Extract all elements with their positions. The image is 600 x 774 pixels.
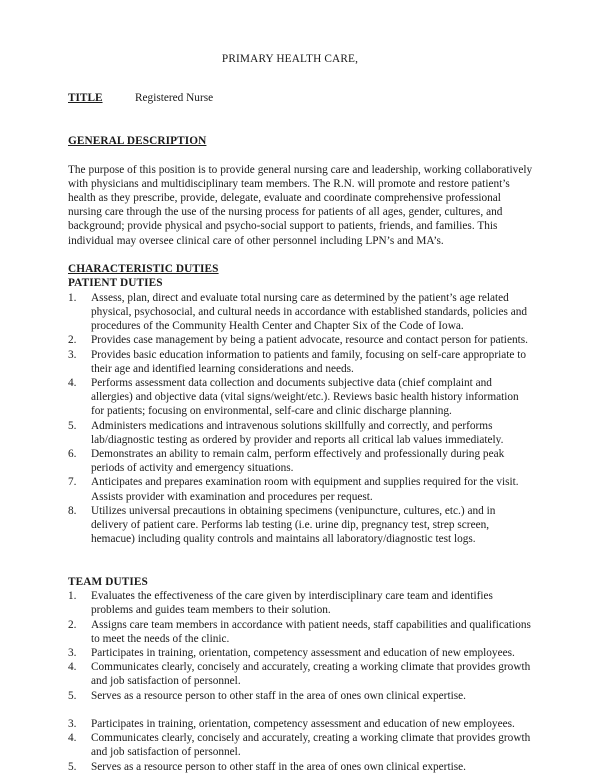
patient-duty-item-text: Utilizes universal precautions in obtaining specimens (venipuncture, cultures, etc.) and in delivery of patient care. Performs lab testing (i.e. urine dip, pregnancy test, strep screen, hemacue) including quality controls and maintains all laboratory/diagnostic test logs. [91,504,496,546]
team-duty-item [68,618,534,646]
organization-title: PRIMARY HEALTH CARE, [221,53,359,65]
team-duty-item [68,646,534,660]
general-description-paragraph: The purpose of this position is to provide general nursing care and leadership, working collaboratively with physicians and multidisciplinary team members. The R.N. will promote and restore patient’s health as they prescribe, provide, delegate, evaluate and coordinate comprehensive professional nursing care through the use of the nursing process for patients of all ages, gender, cultures, and background; provide physical and psycho-social support to patients, friends, and families. This individual may oversee clinical care of other personnel including LPN’s and MA’s. [68,163,533,247]
patient-duty-item-number: 3. [68,348,77,361]
spacer [68,546,534,560]
patient-duty-item [68,475,534,503]
team-duty-item-number: 2. [68,618,77,631]
patient-duties-list [68,291,534,547]
team-duty-item-text: Serves as a resource person to other staff in the area of ones own clinical expertise. [91,689,466,702]
patient-duty-item [68,419,534,447]
team-duties-list [68,589,534,703]
team-duty-item-text: Evaluates the effectiveness of the care given by interdisciplinary care team and identifies problems and guides team members to their solution. [91,590,493,617]
subsection-heading-team-duties: TEAM DUTIES [68,575,148,588]
patient-duty-item-number: 8. [68,504,77,517]
patient-duty-item-number: 5. [68,419,77,432]
title-row [68,91,534,105]
team-duty-item [68,660,534,688]
section-heading-characteristic-duties: CHARACTERISTIC DUTIES [68,262,219,275]
patient-duty-item-text: Performs assessment data collection and documents subjective data (chief complaint and allergies) and objective data (vital signs/weight/etc.). Reviews basic health history information for patients; focusing on environmental, self-care and clinic discharge planning. [91,377,519,418]
section-heading-general-description: GENERAL DESCRIPTION [68,134,207,147]
team-duty-repeat-item [68,717,534,731]
patient-duty-item-number: 6. [68,448,77,461]
patient-duty-item-number: 1. [68,291,77,304]
subsection-heading-patient-duties: PATIENT DUTIES [68,277,163,290]
patient-duty-item-number: 4. [68,377,77,389]
patient-duty-item-text: Anticipates and prepares examination room with equipment and supplies required for the visit. Assists provider with examination and procedures per request. [91,476,519,503]
spacer [68,80,534,91]
patient-duty-item-text: Provides case management by being a patient advocate, resource and contact person for patients. [91,334,528,347]
team-duty-item-number: 4. [68,661,77,674]
spacer [68,106,534,120]
team-duty-repeat-item [68,760,534,774]
team-duty-repeat-item [68,731,534,759]
patient-duty-item-text: Assess, plan, direct and evaluate total nursing care as determined by the patient’s age related physical, psychosocial, and cultural needs in accordance with established standards, policies and procedures of the Community Health Center and Chapter Six of the Code of Iowa. [91,291,528,333]
title-label: TITLE [68,92,103,105]
team-duty-repeat-item-number: 4. [68,732,77,745]
patient-duty-item-number: 7. [68,476,77,489]
patient-duty-item [68,291,534,334]
spacer [68,66,534,80]
spacer [68,248,534,262]
patient-duty-item [68,333,534,347]
spacer [68,703,534,717]
team-duty-repeat-item-text: Communicates clearly, concisely and accurately, creating a working climate that provides growth and job satisfaction of personnel. [91,732,531,759]
team-duty-repeat-item-number: 5. [68,760,77,773]
team-duty-repeat-item-text: Serves as a resource person to other staff in the area of ones own clinical expertise. [91,760,466,773]
title-value: Registered Nurse [135,92,214,105]
patient-duty-item [68,348,534,376]
team-duties-repeat-list [68,717,534,774]
document-body [68,52,534,774]
team-duty-item-text: Assigns care team members in accordance with patient needs, staff capabilities and qualifications to meet the needs of the clinic. [91,618,531,645]
spacer [68,148,534,162]
team-duty-item-text: Participates in training, orientation, competency assessment and education of new employees. [91,647,515,660]
spacer [68,561,534,575]
team-duty-repeat-item-number: 3. [68,718,77,731]
spacer [68,120,534,134]
patient-duty-item [68,447,534,475]
team-duty-item [68,589,534,617]
team-duty-item-number: 3. [68,647,77,660]
team-duty-item [68,689,534,703]
team-duty-item-number: 5. [68,689,77,702]
patient-duty-item-text: Administers medications and intravenous solutions skillfully and correctly, and performs lab/diagnostic testing as ordered by provider and reports all critical lab values immediately. [91,419,504,446]
team-duty-repeat-item-text: Participates in training, orientation, competency assessment and education of new employees. [91,718,515,731]
patient-duty-item-text: Demonstrates an ability to remain calm, perform effectively and professionally during peak periods of activity and emergency situations. [91,448,505,475]
team-duty-item-number: 1. [68,590,77,603]
team-duty-item-text: Communicates clearly, concisely and accurately, creating a working climate that provides growth and job satisfaction of personnel. [91,661,531,688]
patient-duty-item [68,504,534,547]
patient-duty-item-text: Provides basic education information to patients and family, focusing on self-care appropriate to their age and identified learning considerations and needs. [91,348,527,375]
patient-duty-item-number: 2. [68,334,77,347]
patient-duty-item [68,376,534,419]
